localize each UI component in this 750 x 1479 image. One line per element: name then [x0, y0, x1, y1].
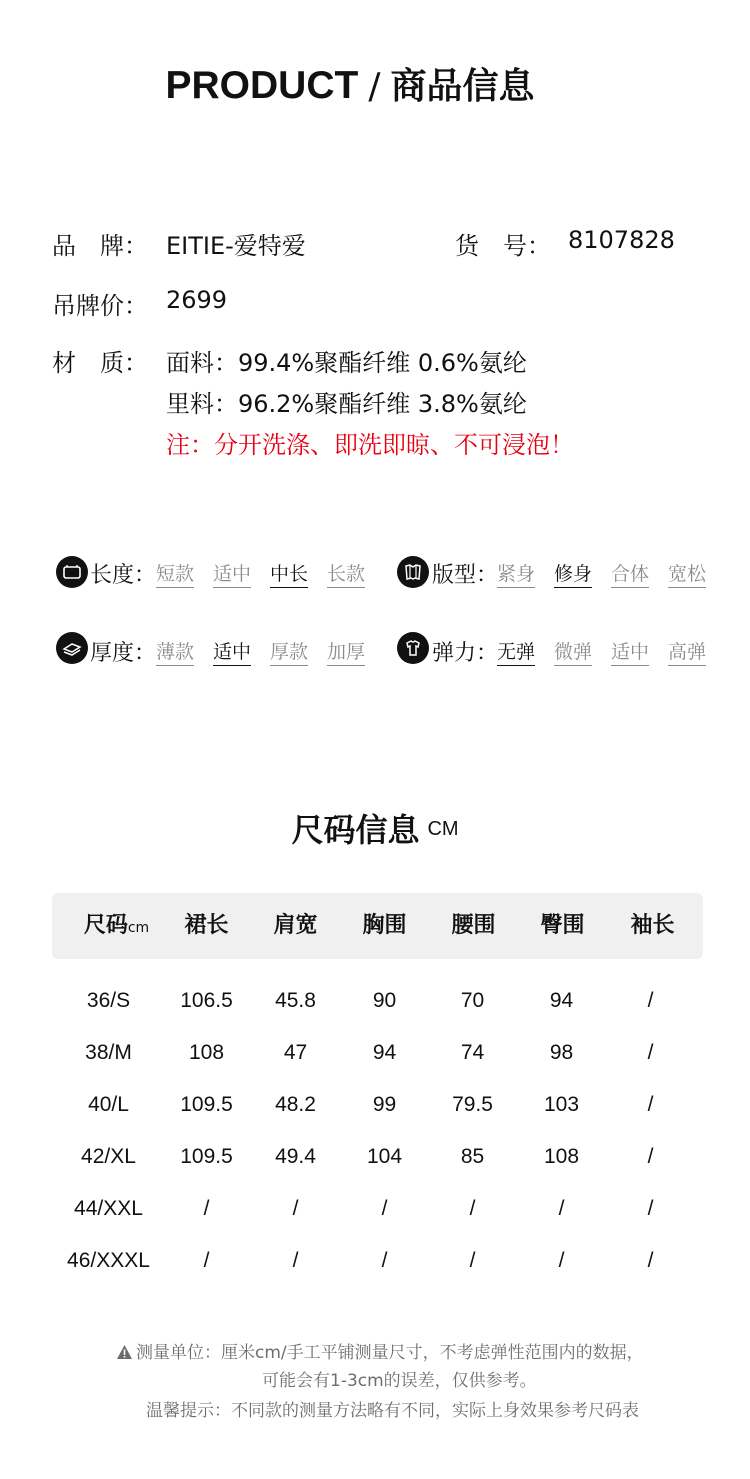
- header-size: 尺码cm: [83, 913, 150, 938]
- elasticity-label: 弹力：: [432, 641, 499, 666]
- fit-option: 宽松: [668, 559, 706, 588]
- warm-tip: 温馨提示：不同款的测量方法略有不同，实际上身效果参考尺码表: [146, 1401, 639, 1421]
- size-title-unit: CM: [427, 818, 459, 840]
- cell-sleeve: /: [647, 1249, 654, 1272]
- title-en: PRODUCT: [165, 64, 359, 107]
- elasticity-icon: [397, 632, 429, 664]
- price-value: 2699: [166, 286, 228, 314]
- header-size-unit: cm: [127, 920, 150, 936]
- fit-options: [497, 559, 706, 588]
- sku-value: 8107828: [568, 226, 675, 254]
- cell-sleeve: /: [647, 989, 654, 1012]
- cell-skirt-length: /: [203, 1249, 210, 1272]
- size-section-title: [0, 805, 750, 851]
- thickness-option: 厚款: [270, 637, 308, 666]
- material-lining: 里料：96.2%聚酯纤维 3.8%氨纶: [166, 390, 527, 418]
- cell-size: 40/L: [88, 1093, 129, 1116]
- size-title-text: 尺码信息: [291, 811, 420, 849]
- size-table-header: [52, 893, 703, 959]
- care-note: 注：分开洗涤、即洗即晾、不可浸泡！: [166, 431, 574, 459]
- header-waist: 腰围: [451, 913, 496, 938]
- length-option: 短款: [156, 559, 194, 588]
- header-shoulder: 肩宽: [273, 913, 318, 938]
- cell-shoulder: /: [292, 1249, 299, 1272]
- cell-shoulder: 49.4: [275, 1145, 316, 1168]
- cell-sleeve: /: [647, 1197, 654, 1220]
- cell-size: 46/XXXL: [67, 1249, 150, 1272]
- cell-bust: 90: [372, 989, 397, 1012]
- measurement-note-line1: 测量单位：厘米cm/手工平铺测量尺寸，不考虑弹性范围内的数据，: [116, 1338, 644, 1365]
- price-label: 吊牌价：: [52, 292, 148, 320]
- thickness-option-selected: 适中: [213, 637, 251, 666]
- fit-label: 版型：: [432, 563, 499, 588]
- thickness-option: 薄款: [156, 637, 194, 666]
- brand-value: EITIE-爱特爱: [166, 232, 306, 260]
- cell-waist: 70: [460, 989, 485, 1012]
- cell-shoulder: 48.2: [275, 1093, 316, 1116]
- header-bust: 胸围: [362, 913, 407, 938]
- length-options: [156, 559, 365, 588]
- fit-option-selected: 修身: [554, 559, 592, 588]
- length-option: 长款: [327, 559, 365, 588]
- cell-waist: 74: [460, 1041, 485, 1064]
- material-outer: 面料：99.4%聚酯纤维 0.6%氨纶: [166, 349, 527, 377]
- cell-sleeve: /: [647, 1041, 654, 1064]
- length-label: 长度：: [90, 563, 157, 588]
- cell-size: 42/XL: [81, 1145, 136, 1168]
- header-sleeve: 袖长: [630, 913, 675, 938]
- sku-label: 货 号：: [455, 232, 551, 260]
- measurement-note-line2: 可能会有1-3cm的误差，仅供参考。: [262, 1371, 537, 1391]
- cell-skirt-length: 106.5: [180, 989, 233, 1012]
- cell-shoulder: 45.8: [275, 989, 316, 1012]
- cell-hip: 103: [543, 1093, 580, 1116]
- cell-skirt-length: 109.5: [180, 1145, 233, 1168]
- elasticity-option: 微弹: [554, 637, 592, 666]
- cell-skirt-length: 108: [188, 1041, 225, 1064]
- cell-bust: /: [381, 1197, 388, 1220]
- elasticity-option: 适中: [611, 637, 649, 666]
- header-skirt-length: 裙长: [184, 913, 229, 938]
- thickness-icon: [56, 632, 88, 664]
- cell-size: 44/XXL: [74, 1197, 143, 1220]
- elasticity-option: 高弹: [668, 637, 706, 666]
- cell-bust: 104: [366, 1145, 403, 1168]
- material-label: 材 质：: [52, 349, 148, 377]
- cell-bust: /: [381, 1249, 388, 1272]
- cell-sleeve: /: [647, 1093, 654, 1116]
- cell-skirt-length: 109.5: [180, 1093, 233, 1116]
- cell-bust: 94: [372, 1041, 397, 1064]
- length-option: 适中: [213, 559, 251, 588]
- header-hip: 臀围: [540, 913, 585, 938]
- elasticity-options: [497, 637, 706, 666]
- cell-hip: /: [558, 1249, 565, 1272]
- cell-waist: 85: [460, 1145, 485, 1168]
- fit-option: 紧身: [497, 559, 535, 588]
- cell-hip: 108: [543, 1145, 580, 1168]
- cell-waist: 79.5: [452, 1093, 493, 1116]
- cell-hip: /: [558, 1197, 565, 1220]
- cell-shoulder: 47: [283, 1041, 308, 1064]
- cell-skirt-length: /: [203, 1197, 210, 1220]
- cell-size: 36/S: [86, 989, 131, 1012]
- cell-shoulder: /: [292, 1197, 299, 1220]
- thickness-options: [156, 637, 365, 666]
- dress-length-icon: [56, 556, 88, 588]
- title-cn: 商品信息: [390, 66, 535, 107]
- cell-hip: 98: [549, 1041, 574, 1064]
- thickness-option: 加厚: [327, 637, 365, 666]
- elasticity-option-selected: 无弹: [497, 637, 535, 666]
- brand-label: 品 牌：: [52, 232, 148, 260]
- page-title: [0, 58, 700, 109]
- cell-bust: 99: [372, 1093, 397, 1116]
- cell-sleeve: /: [647, 1145, 654, 1168]
- fit-option: 合体: [611, 559, 649, 588]
- cell-size: 38/M: [85, 1041, 132, 1064]
- thickness-label: 厚度：: [90, 641, 157, 666]
- cell-hip: 94: [549, 989, 574, 1012]
- length-option-selected: 中长: [270, 559, 308, 588]
- cell-waist: /: [469, 1197, 476, 1220]
- silhouette-icon: [397, 556, 429, 588]
- warning-icon: [116, 1344, 133, 1365]
- title-separator: /: [368, 66, 381, 107]
- cell-waist: /: [469, 1249, 476, 1272]
